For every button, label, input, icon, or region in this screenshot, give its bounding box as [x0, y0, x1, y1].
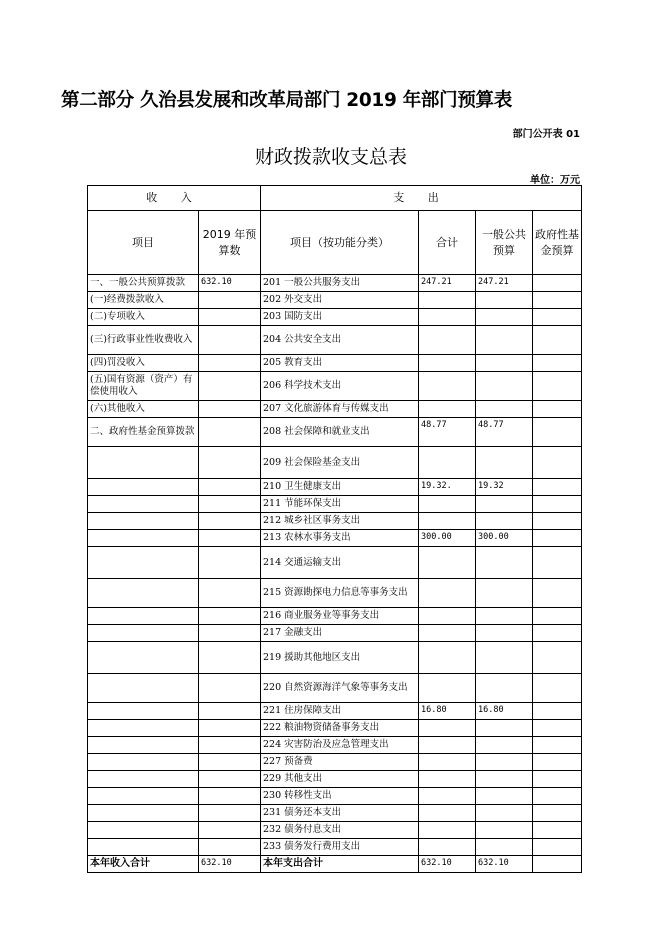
- income-item: [88, 496, 199, 513]
- income-amount: [199, 292, 261, 309]
- table-row: [88, 737, 582, 754]
- income-amount: [199, 839, 261, 856]
- expense-fund: [533, 754, 582, 771]
- expense-item: 233 债务发行费用支出: [261, 839, 419, 856]
- expense-item: 202 外交支出: [261, 292, 419, 309]
- expense-total: [419, 447, 476, 479]
- income-item: [88, 547, 199, 579]
- expense-total: [419, 579, 476, 608]
- income-item: (二)专项收入: [88, 309, 199, 326]
- expense-item: 222 粮油物资储备事务支出: [261, 720, 419, 737]
- table-row: [88, 401, 582, 418]
- income-item: (四)罚没收入: [88, 355, 199, 372]
- expense-general: [476, 579, 533, 608]
- income-item: [88, 754, 199, 771]
- income-amount: [199, 513, 261, 530]
- income-group-header: 收 入: [88, 186, 261, 211]
- income-amount: [199, 822, 261, 839]
- expense-total-general: 632.10: [476, 856, 533, 873]
- expense-general: [476, 674, 533, 703]
- expense-total: [419, 326, 476, 355]
- expense-total: [419, 401, 476, 418]
- expense-general: 19.32: [476, 479, 533, 496]
- expense-item: 227 预备费: [261, 754, 419, 771]
- expense-fund: [533, 530, 582, 547]
- expense-general: [476, 642, 533, 674]
- income-item: [88, 839, 199, 856]
- form-number: 部门公开表 01: [512, 129, 580, 140]
- expense-general: 300.00: [476, 530, 533, 547]
- expense-total: [419, 754, 476, 771]
- expense-general: [476, 401, 533, 418]
- expense-fund: [533, 355, 582, 372]
- income-amount: [199, 372, 261, 401]
- expense-general: [476, 822, 533, 839]
- income-amount: 632.10: [199, 275, 261, 292]
- expense-fund: [533, 642, 582, 674]
- expense-fund: [533, 839, 582, 856]
- expense-fund: [533, 579, 582, 608]
- income-item: [88, 720, 199, 737]
- table-row: [88, 547, 582, 579]
- income-item: [88, 608, 199, 625]
- table-row: [88, 839, 582, 856]
- income-amount: [199, 737, 261, 754]
- expense-fund: [533, 401, 582, 418]
- income-amount: [199, 788, 261, 805]
- income-amount: [199, 401, 261, 418]
- income-item: (五)国有资源（资产）有偿使用收入: [88, 372, 199, 401]
- expense-general: [476, 625, 533, 642]
- expense-item: 203 国防支出: [261, 309, 419, 326]
- expense-total: [419, 625, 476, 642]
- income-item: [88, 447, 199, 479]
- expense-item: 206 科学技术支出: [261, 372, 419, 401]
- table-row: [88, 372, 582, 401]
- expense-item: 214 交通运输支出: [261, 547, 419, 579]
- expense-total: [419, 292, 476, 309]
- unit-label: 单位：万元: [530, 175, 580, 186]
- income-amount: [199, 703, 261, 720]
- income-item: 一、一般公共预算拨款: [88, 275, 199, 292]
- table-row: [88, 496, 582, 513]
- expense-item: 201 一般公共服务支出: [261, 275, 419, 292]
- income-item: 二、政府性基金预算拨款: [88, 418, 199, 447]
- col-header-total: 合计: [419, 211, 476, 275]
- expense-item: 209 社会保险基金支出: [261, 447, 419, 479]
- income-item: [88, 513, 199, 530]
- income-item: [88, 788, 199, 805]
- document-title: 第二部分 久治县发展和改革局部门 2019 年部门预算表: [61, 90, 512, 111]
- expense-item: 205 教育支出: [261, 355, 419, 372]
- income-amount: [199, 625, 261, 642]
- expense-item: 224 灾害防治及应急管理支出: [261, 737, 419, 754]
- table-row: [88, 355, 582, 372]
- table-row: [88, 822, 582, 839]
- income-item: [88, 737, 199, 754]
- expense-total: [419, 839, 476, 856]
- income-amount: [199, 579, 261, 608]
- income-item: [88, 703, 199, 720]
- income-item: (一)经费拨款收入: [88, 292, 199, 309]
- expense-fund: [533, 292, 582, 309]
- expense-item: 230 转移性支出: [261, 788, 419, 805]
- expense-item: 215 资源勘探电力信息等事务支出: [261, 579, 419, 608]
- expense-total: [419, 737, 476, 754]
- expense-total-sum: 632.10: [419, 856, 476, 873]
- table-row: [88, 608, 582, 625]
- income-amount: [199, 674, 261, 703]
- expense-total: [419, 309, 476, 326]
- expense-total: [419, 771, 476, 788]
- income-item: [88, 625, 199, 642]
- expense-fund: [533, 496, 582, 513]
- income-amount: [199, 309, 261, 326]
- income-amount: [199, 447, 261, 479]
- expense-general: [476, 608, 533, 625]
- table-row: [88, 309, 582, 326]
- expense-fund: [533, 625, 582, 642]
- income-amount: [199, 608, 261, 625]
- table-row: [88, 788, 582, 805]
- expense-total: [419, 674, 476, 703]
- expense-item: 208 社会保障和就业支出: [261, 418, 419, 447]
- expense-general: [476, 292, 533, 309]
- table-row: [88, 275, 582, 292]
- income-item: (三)行政事业性收费收入: [88, 326, 199, 355]
- expense-total: [419, 822, 476, 839]
- expense-fund: [533, 479, 582, 496]
- expense-general: [476, 771, 533, 788]
- expense-general: [476, 788, 533, 805]
- expense-total: [419, 788, 476, 805]
- expense-fund: [533, 703, 582, 720]
- income-item: [88, 822, 199, 839]
- table-row: [88, 513, 582, 530]
- income-item: [88, 479, 199, 496]
- expense-fund: [533, 547, 582, 579]
- income-amount: [199, 754, 261, 771]
- income-amount: [199, 771, 261, 788]
- expense-general: [476, 326, 533, 355]
- expense-item: 212 城乡社区事务支出: [261, 513, 419, 530]
- expense-total: [419, 547, 476, 579]
- expense-general: [476, 720, 533, 737]
- expense-fund: [533, 788, 582, 805]
- expense-total: 300.00: [419, 530, 476, 547]
- table-row: [88, 292, 582, 309]
- expense-general: 48.77: [476, 418, 533, 447]
- income-item: [88, 805, 199, 822]
- expense-item: 219 援助其他地区支出: [261, 642, 419, 674]
- expense-item: 231 债务还本支出: [261, 805, 419, 822]
- table-row: [88, 625, 582, 642]
- table-row: [88, 720, 582, 737]
- expense-item: 232 债务付息支出: [261, 822, 419, 839]
- col-header-function: 项目（按功能分类）: [261, 211, 419, 275]
- expense-fund: [533, 674, 582, 703]
- expense-total: [419, 513, 476, 530]
- col-header-fund: 政府性基金预算: [533, 211, 582, 275]
- col-header-item: 项目: [88, 211, 199, 275]
- expense-fund: [533, 822, 582, 839]
- expense-group-header: 支 出: [261, 186, 582, 211]
- table-row: [88, 326, 582, 355]
- expense-item: 229 其他支出: [261, 771, 419, 788]
- expense-fund: [533, 771, 582, 788]
- expense-item: 221 住房保障支出: [261, 703, 419, 720]
- expense-general: [476, 355, 533, 372]
- expense-item: 207 文化旅游体育与传媒支出: [261, 401, 419, 418]
- expense-total: [419, 372, 476, 401]
- expense-general: [476, 737, 533, 754]
- expense-fund: [533, 805, 582, 822]
- table-row: [88, 418, 582, 447]
- expense-item: 211 节能环保支出: [261, 496, 419, 513]
- expense-general: [476, 513, 533, 530]
- expense-total: 16.80: [419, 703, 476, 720]
- expense-total: [419, 355, 476, 372]
- table-title: 财政拨款收支总表: [254, 146, 407, 168]
- expense-item: 210 卫生健康支出: [261, 479, 419, 496]
- expense-general: [476, 372, 533, 401]
- expense-total-fund: [533, 856, 582, 873]
- income-item: [88, 579, 199, 608]
- expense-total: [419, 642, 476, 674]
- income-item: [88, 771, 199, 788]
- expense-total: 48.77: [419, 418, 476, 447]
- table-row: [88, 754, 582, 771]
- income-item: [88, 530, 199, 547]
- expense-fund: [533, 608, 582, 625]
- expense-general: [476, 805, 533, 822]
- expense-general: [476, 839, 533, 856]
- income-total-amount: 632.10: [199, 856, 261, 873]
- income-item: (六)其他收入: [88, 401, 199, 418]
- expense-fund: [533, 326, 582, 355]
- expense-fund: [533, 418, 582, 447]
- expense-total: [419, 720, 476, 737]
- expense-general: [476, 754, 533, 771]
- expense-total: 247.21: [419, 275, 476, 292]
- expense-item: 217 金融支出: [261, 625, 419, 642]
- expense-general: 16.80: [476, 703, 533, 720]
- expense-total-label: 本年支出合计: [261, 856, 419, 873]
- expense-fund: [533, 737, 582, 754]
- expense-item: 204 公共安全支出: [261, 326, 419, 355]
- expense-general: [476, 309, 533, 326]
- income-item: [88, 642, 199, 674]
- table-row: [88, 703, 582, 720]
- expense-fund: [533, 309, 582, 326]
- total-row: [88, 856, 582, 873]
- expense-fund: [533, 513, 582, 530]
- income-amount: [199, 479, 261, 496]
- table-row: [88, 674, 582, 703]
- expense-general: [476, 447, 533, 479]
- col-header-general: 一般公共预算: [476, 211, 533, 275]
- income-amount: [199, 530, 261, 547]
- expense-fund: [533, 720, 582, 737]
- table-row: [88, 530, 582, 547]
- income-amount: [199, 418, 261, 447]
- expense-fund: [533, 275, 582, 292]
- expense-fund: [533, 447, 582, 479]
- table-row: [88, 771, 582, 788]
- income-item: [88, 674, 199, 703]
- income-amount: [199, 547, 261, 579]
- expense-total: [419, 496, 476, 513]
- income-amount: [199, 805, 261, 822]
- expense-general: [476, 547, 533, 579]
- budget-table: [87, 185, 582, 873]
- income-amount: [199, 355, 261, 372]
- expense-general: 247.21: [476, 275, 533, 292]
- expense-item: 216 商业服务业等事务支出: [261, 608, 419, 625]
- expense-total: 19.32.: [419, 479, 476, 496]
- table-row: [88, 579, 582, 608]
- table-row: [88, 805, 582, 822]
- income-amount: [199, 326, 261, 355]
- expense-general: [476, 496, 533, 513]
- expense-item: 220 自然资源海洋气象等事务支出: [261, 674, 419, 703]
- expense-total: [419, 608, 476, 625]
- col-header-budget: 2019 年预算数: [199, 211, 261, 275]
- table-row: [88, 447, 582, 479]
- income-amount: [199, 642, 261, 674]
- table-row: [88, 642, 582, 674]
- expense-total: [419, 805, 476, 822]
- income-total-label: 本年收入合计: [88, 856, 199, 873]
- expense-fund: [533, 372, 582, 401]
- income-amount: [199, 720, 261, 737]
- expense-item: 213 农林水事务支出: [261, 530, 419, 547]
- table-row: [88, 479, 582, 496]
- income-amount: [199, 496, 261, 513]
